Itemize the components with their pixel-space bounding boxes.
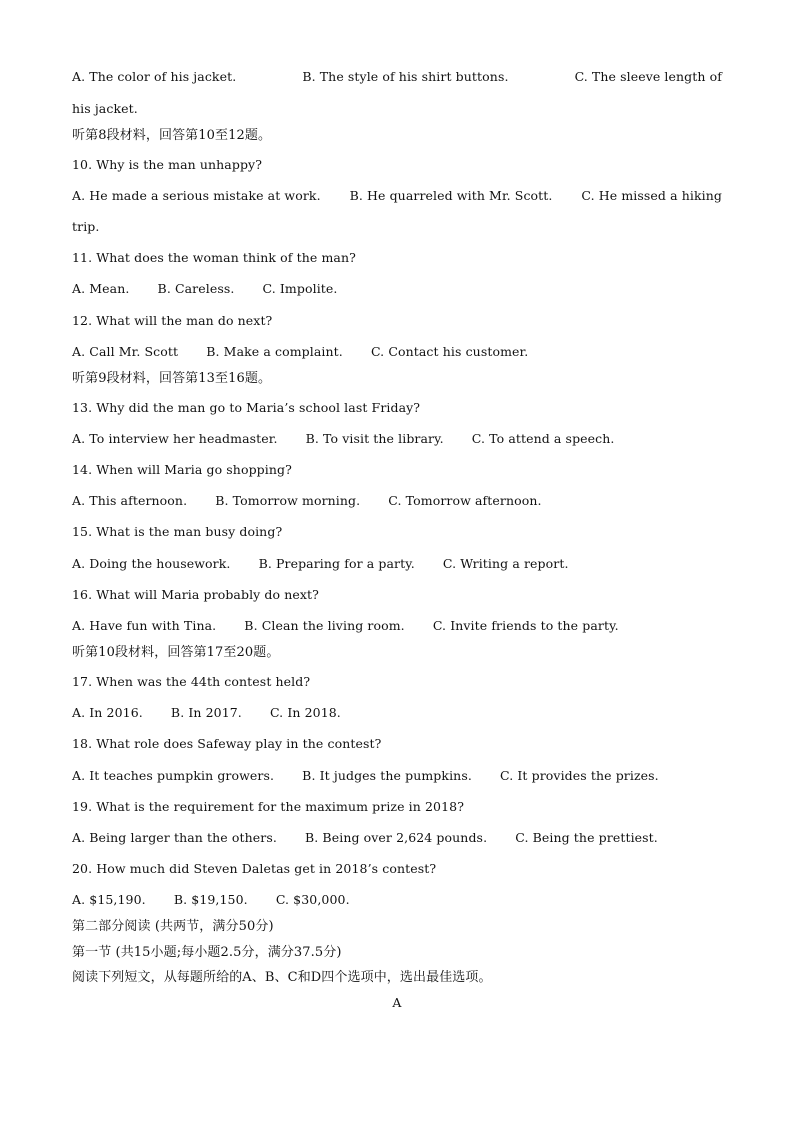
- q16-options: [72, 618, 619, 634]
- q20-option-a: A. $15,190.: [72, 892, 146, 907]
- q11-option-a: A. Mean.: [72, 281, 130, 296]
- q18-options: [72, 768, 659, 784]
- q12-options: [72, 344, 528, 360]
- q14-option-c: C. Tomorrow afternoon.: [388, 493, 542, 508]
- q11-options: [72, 281, 338, 297]
- q15-question: 15. What is the man busy doing?: [72, 524, 283, 539]
- section-9-heading: 听第9段材料，回答第13至16题。: [72, 371, 272, 386]
- q11-option-c: C. Impolite.: [262, 281, 338, 296]
- q13-option-a: A. To interview her headmaster.: [72, 431, 278, 446]
- q17-options: [72, 705, 341, 721]
- q15-options: [72, 556, 569, 572]
- q19-option-a: A. Being larger than the others.: [72, 830, 277, 845]
- section-8-heading: 听第8段材料，回答第10至12题。: [72, 128, 272, 143]
- q10-option-c: C. He missed a hiking: [581, 188, 722, 203]
- q13-option-c: C. To attend a speech.: [471, 431, 615, 446]
- q10-question: 10. Why is the man unhappy?: [72, 157, 263, 172]
- section-10-heading: 听第10段材料，回答第17至20题。: [72, 645, 280, 660]
- q12-option-c: C. Contact his customer.: [370, 344, 529, 359]
- q17-option-a: A. In 2016.: [72, 705, 143, 720]
- part-2-instruction: 阅读下列短文，从每题所给的A、B、C和D四个选项中，选出最佳选项。: [72, 970, 492, 985]
- q18-question: 18. What role does Safeway play in the contest?: [72, 736, 382, 751]
- q20-question: 20. How much did Steven Daletas get in 2018’s contest?: [72, 861, 437, 876]
- q17-option-b: B. In 2017.: [170, 705, 242, 720]
- q11-question: 11. What does the woman think of the man?: [72, 250, 356, 265]
- q19-option-b: B. Being over 2,624 pounds.: [305, 830, 488, 845]
- q13-question: 13. Why did the man go to Maria’s school last Friday?: [72, 400, 421, 415]
- q16-question: 16. What will Maria probably do next?: [72, 587, 319, 602]
- q16-option-c: C. Invite friends to the party.: [432, 618, 619, 633]
- q9-option-c: C. The sleeve length of: [574, 69, 722, 84]
- q10-options: [72, 188, 722, 204]
- q14-question: 14. When will Maria go shopping?: [72, 462, 292, 477]
- q19-question: 19. What is the requirement for the maximum prize in 2018?: [72, 799, 465, 814]
- part-2-title: 第二部分阅读 (共两节，满分50分): [72, 919, 274, 934]
- q13-options: [72, 431, 615, 447]
- q10-option-b: B. He quarreled with Mr. Scott.: [349, 188, 553, 203]
- part-2-section-1: 第一节 (共15小题;每小题2.5分，满分37.5分): [72, 945, 342, 960]
- q18-option-a: A. It teaches pumpkin growers.: [72, 768, 275, 783]
- q15-option-a: A. Doing the housework.: [72, 556, 231, 571]
- q14-option-b: B. Tomorrow morning.: [215, 493, 361, 508]
- q9-option-a: A. The color of his jacket.: [72, 69, 237, 84]
- q14-option-a: A. This afternoon.: [72, 493, 188, 508]
- q20-option-b: B. $19,150.: [173, 892, 248, 907]
- q16-option-b: B. Clean the living room.: [244, 618, 405, 633]
- q19-option-c: C. Being the prettiest.: [515, 830, 658, 845]
- q13-option-b: B. To visit the library.: [305, 431, 444, 446]
- q20-option-c: C. $30,000.: [275, 892, 350, 907]
- q18-option-c: C. It provides the prizes.: [500, 768, 659, 783]
- q10-option-c-continued: trip.: [72, 219, 100, 234]
- q16-option-a: A. Have fun with Tina.: [72, 618, 217, 633]
- q17-option-c: C. In 2018.: [269, 705, 341, 720]
- q20-options: [72, 892, 350, 908]
- q9-option-c-continued: his jacket.: [72, 101, 138, 116]
- q11-option-b: B. Careless.: [157, 281, 235, 296]
- passage-label: A: [392, 995, 402, 1010]
- q15-option-c: C. Writing a report.: [442, 556, 569, 571]
- q9-option-b: B. The style of his shirt buttons.: [302, 69, 509, 84]
- q12-option-b: B. Make a complaint.: [206, 344, 343, 359]
- q15-option-b: B. Preparing for a party.: [258, 556, 415, 571]
- q9-options: [72, 69, 722, 85]
- q12-question: 12. What will the man do next?: [72, 313, 273, 328]
- q18-option-b: B. It judges the pumpkins.: [302, 768, 472, 783]
- q19-options: [72, 830, 658, 846]
- q17-question: 17. When was the 44th contest held?: [72, 674, 311, 689]
- q10-option-a: A. He made a serious mistake at work.: [72, 188, 321, 203]
- q12-option-a: A. Call Mr. Scott: [72, 344, 179, 359]
- q14-options: [72, 493, 542, 509]
